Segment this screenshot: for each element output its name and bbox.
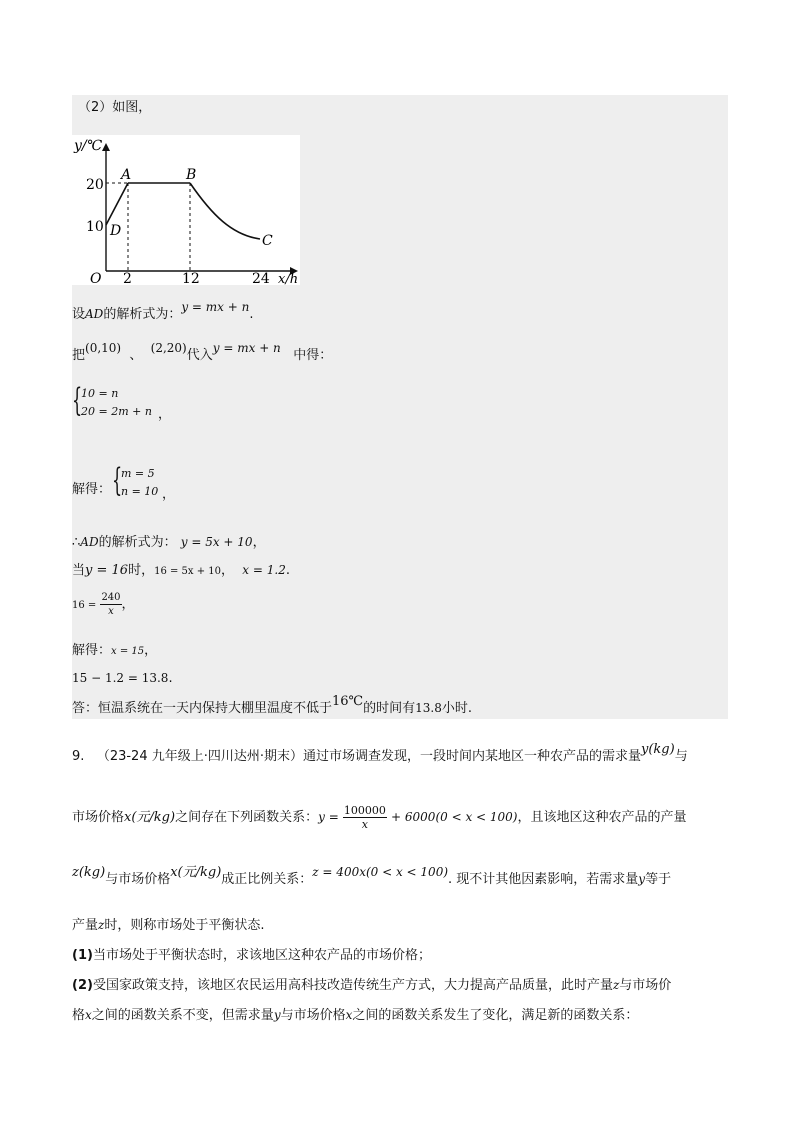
line-difference: 15 − 1.2 = 13.8. xyxy=(72,671,173,686)
x-tick-24: 24 xyxy=(252,271,270,285)
line-ad-result: ∴AD的解析式为： y = 5x + 10， xyxy=(72,535,266,550)
question-line-1: 9. （23-24 九年级上·四川达州·期末）通过市场调查发现，一段时间内某地区一种农产品的需求量y(kg)与 xyxy=(72,742,688,764)
x-axis-label: x/h xyxy=(278,272,299,285)
question-number: 9. xyxy=(72,749,85,764)
answer-line: 答：恒温系统在一天内保持大棚里温度不低于16℃的时间有13.8小时. xyxy=(72,694,472,716)
line-when-y16: 当y = 16时，16 = 5x + 10， x = 1.2. xyxy=(72,563,290,578)
question-line-3: z(kg)与市场价格x(元/kg)成正比例关系：z = 400x(0 < x < 100). 现不计其他因素影响，若需求量y等于 xyxy=(72,865,672,887)
question-source: （23-24 九年级上·四川达州·期末） xyxy=(96,749,303,764)
question-line-2: 市场价格x(元/kg)之间存在下列函数关系：y = $\frac{100000}{x}$ + 6000(0 < x < 100)，且该地区这种农产品的产量 xyxy=(72,804,687,831)
x-tick-2: 2 xyxy=(123,271,132,285)
y-axis-label: y/℃ xyxy=(74,138,103,154)
x-tick-12: 12 xyxy=(182,271,200,285)
subquestion-1: (1)当市场处于平衡状态时，求该地区这种农产品的市场价格； xyxy=(72,948,431,963)
y-tick-10: 10 xyxy=(86,219,104,235)
solution-block xyxy=(72,95,728,719)
temperature-graph xyxy=(72,135,300,285)
question-line-4: 产量z时，则称市场处于平衡状态. xyxy=(72,918,265,933)
line-set-ad: 设AD的解析式为：y = mx + n. xyxy=(72,300,254,322)
subquestion-2-line-2: 格x之间的函数关系不变，但需求量y与市场价格x之间的函数关系发生了变化，满足新的函数关系： xyxy=(72,1008,639,1023)
point-c-label: C xyxy=(262,233,273,249)
line-solve-x: 解得：x = 15， xyxy=(72,643,158,658)
y-tick-20: 20 xyxy=(86,177,104,193)
equation-system-2: { m = 5 n = 10 ， xyxy=(112,461,176,502)
part-label: （2）如图， xyxy=(78,100,152,115)
equation-system-1: { 10 = n 20 = 2m + n ， xyxy=(72,381,172,422)
line-substitute: 把(0,10) 、 (2,20)代入y = mx + n 中得： xyxy=(72,341,333,363)
origin-label: O xyxy=(90,271,102,285)
line-fraction-eq: 16 = $\frac{240}{x}$ ， xyxy=(72,592,135,617)
subquestion-2-line-1: (2)受国家政策支持，该地区农民运用高科技改造传统生产方式，大力提高产品质量，此时产量z与市场价 xyxy=(72,978,672,993)
point-b-label: B xyxy=(186,167,197,183)
point-a-label: A xyxy=(121,167,132,183)
point-d-label: D xyxy=(110,223,122,239)
solve-label-1: 解得： xyxy=(72,482,112,497)
